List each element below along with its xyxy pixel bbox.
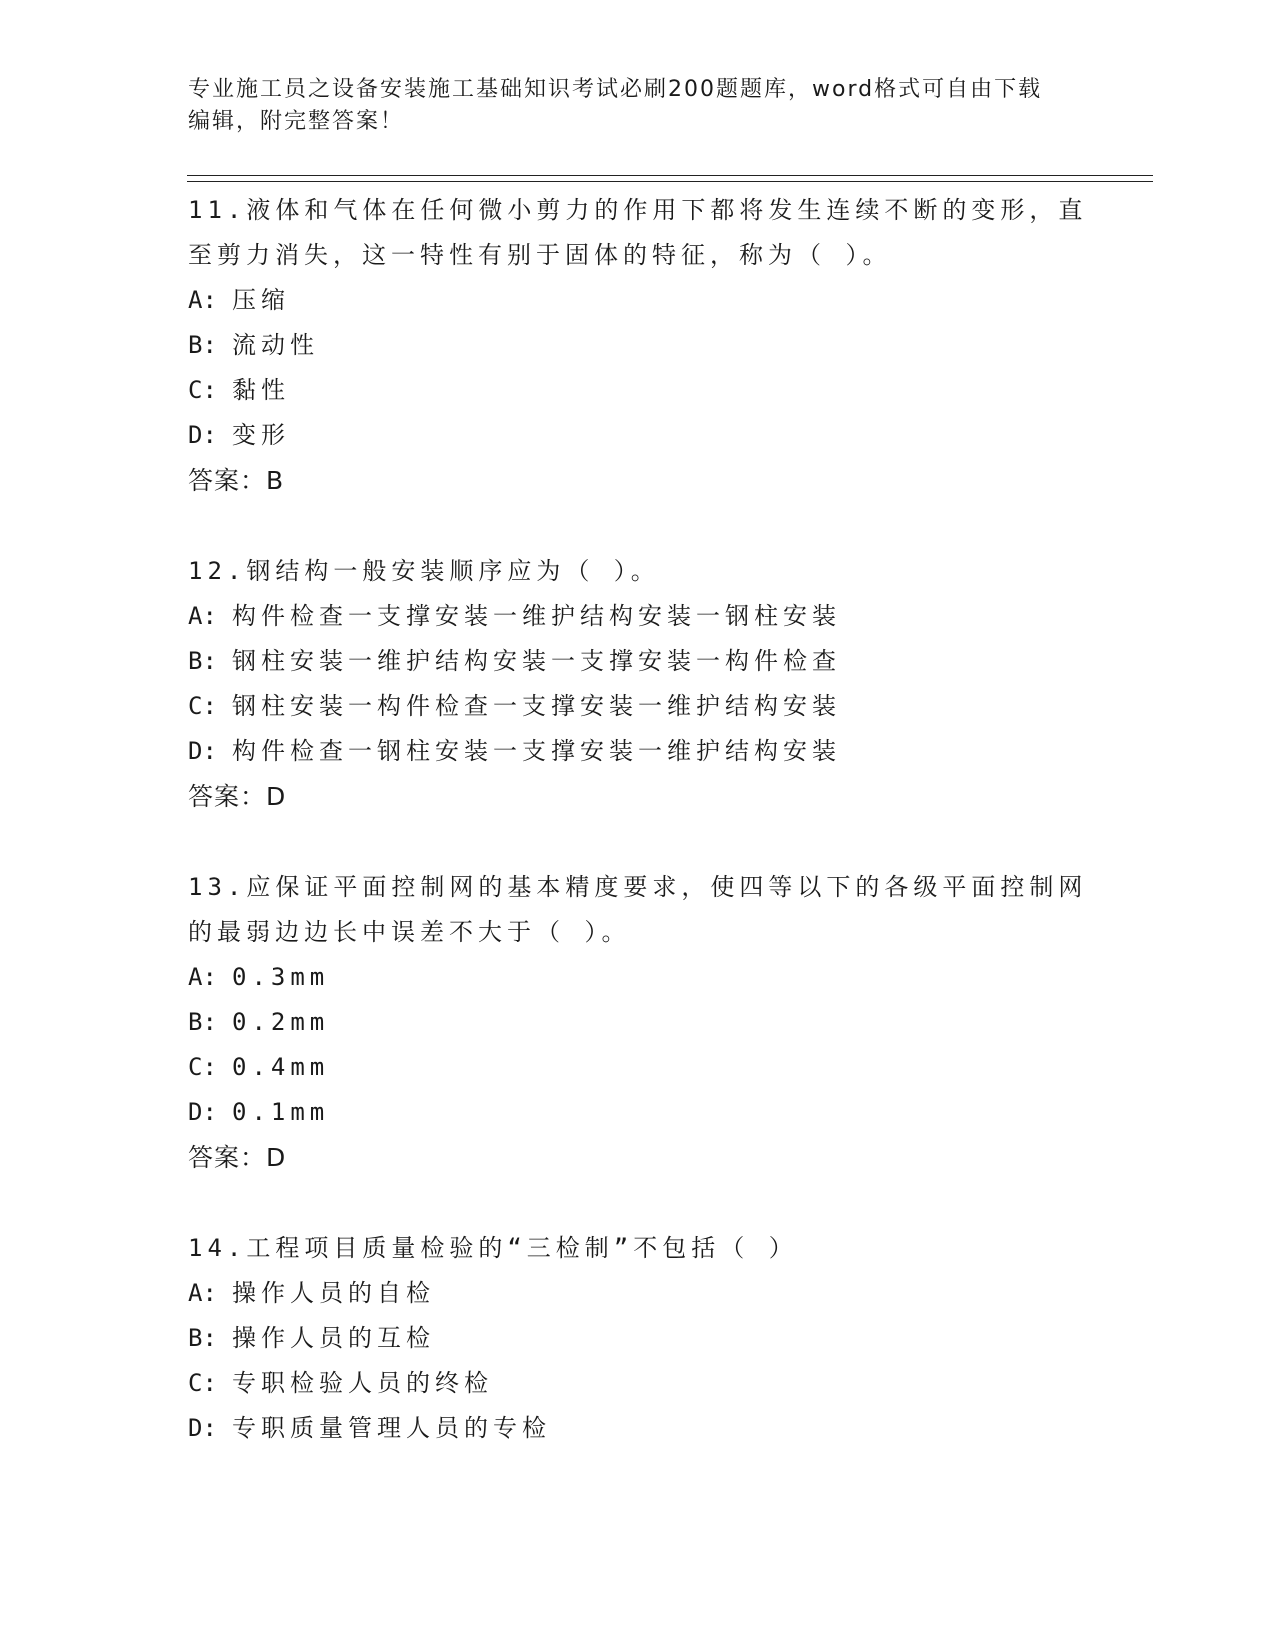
option-text: 专职检验人员的终检 bbox=[232, 1369, 493, 1397]
stem-line: 11.液体和气体在任何微小剪力的作用下都将发生连续不断的变形，直 bbox=[188, 196, 1088, 224]
header-line-1: 专业施工员之设备安装施工基础知识考试必刷200题题库，word格式可自由下载 bbox=[188, 77, 1043, 102]
answer-line: 答案：D bbox=[188, 782, 287, 811]
option-key: D: bbox=[188, 421, 217, 449]
option-key: C: bbox=[188, 1369, 217, 1397]
question-12 bbox=[188, 549, 1088, 819]
option-b bbox=[188, 639, 1088, 684]
question-stem bbox=[188, 188, 1088, 278]
question-stem bbox=[188, 1226, 1088, 1271]
option-text: 0.4mm bbox=[232, 1053, 330, 1081]
option-text: 黏性 bbox=[232, 376, 290, 404]
option-d bbox=[188, 1090, 1088, 1135]
option-c bbox=[188, 684, 1088, 729]
option-key: C: bbox=[188, 376, 217, 404]
answer-line: 答案：D bbox=[188, 1143, 287, 1172]
option-b bbox=[188, 323, 1088, 368]
question-stem bbox=[188, 549, 1088, 594]
option-key: D: bbox=[188, 737, 217, 765]
question-stem bbox=[188, 865, 1088, 955]
option-key: A: bbox=[188, 286, 217, 314]
option-text: 钢柱安装一维护结构安装一支撑安装一构件检查 bbox=[232, 647, 841, 675]
stem-line: 14.工程项目质量检验的“三检制”不包括（ ） bbox=[188, 1234, 798, 1262]
option-key: B: bbox=[188, 1008, 217, 1036]
option-text: 构件检查一支撑安装一维护结构安装一钢柱安装 bbox=[232, 602, 841, 630]
option-key: C: bbox=[188, 1053, 217, 1081]
question-14 bbox=[188, 1226, 1088, 1451]
header-divider-bottom bbox=[187, 181, 1153, 182]
option-text: 钢柱安装一构件检查一支撑安装一维护结构安装 bbox=[232, 692, 841, 720]
option-text: 操作人员的自检 bbox=[232, 1279, 435, 1307]
option-key: D: bbox=[188, 1098, 217, 1126]
document-header bbox=[188, 74, 1088, 138]
option-key: A: bbox=[188, 602, 217, 630]
option-text: 操作人员的互检 bbox=[232, 1324, 435, 1352]
option-key: A: bbox=[188, 963, 217, 991]
option-d bbox=[188, 413, 1088, 458]
option-b bbox=[188, 1316, 1088, 1361]
option-text: 0.1mm bbox=[232, 1098, 330, 1126]
option-a bbox=[188, 955, 1088, 1000]
option-c bbox=[188, 1045, 1088, 1090]
option-d bbox=[188, 729, 1088, 774]
option-key: B: bbox=[188, 331, 217, 359]
stem-line: 的最弱边边长中误差不大于（ ）。 bbox=[188, 918, 631, 946]
answer-line: 答案：B bbox=[188, 466, 285, 495]
option-text: 专职质量管理人员的专检 bbox=[232, 1414, 551, 1442]
stem-line: 至剪力消失，这一特性有别于固体的特征，称为（ ）。 bbox=[188, 241, 892, 269]
question-11 bbox=[188, 188, 1088, 503]
option-c bbox=[188, 1361, 1088, 1406]
option-b bbox=[188, 1000, 1088, 1045]
option-key: B: bbox=[188, 1324, 217, 1352]
question-list bbox=[188, 188, 1088, 1497]
option-c bbox=[188, 368, 1088, 413]
question-13 bbox=[188, 865, 1088, 1180]
stem-line: 13.应保证平面控制网的基本精度要求，使四等以下的各级平面控制网 bbox=[188, 873, 1088, 901]
option-text: 流动性 bbox=[232, 331, 319, 359]
option-a bbox=[188, 594, 1088, 639]
option-key: C: bbox=[188, 692, 217, 720]
option-text: 0.3mm bbox=[232, 963, 330, 991]
option-text: 0.2mm bbox=[232, 1008, 330, 1036]
option-key: A: bbox=[188, 1279, 217, 1307]
option-a bbox=[188, 1271, 1088, 1316]
option-text: 构件检查一钢柱安装一支撑安装一维护结构安装 bbox=[232, 737, 841, 765]
option-key: D: bbox=[188, 1414, 217, 1442]
option-a bbox=[188, 278, 1088, 323]
header-line-2: 编辑，附完整答案！ bbox=[188, 109, 405, 134]
stem-line: 12.钢结构一般安装顺序应为（ ）。 bbox=[188, 557, 660, 585]
option-text: 压缩 bbox=[232, 286, 290, 314]
option-text: 变形 bbox=[232, 421, 290, 449]
option-key: B: bbox=[188, 647, 217, 675]
option-d bbox=[188, 1406, 1088, 1451]
header-divider-top bbox=[187, 175, 1153, 176]
